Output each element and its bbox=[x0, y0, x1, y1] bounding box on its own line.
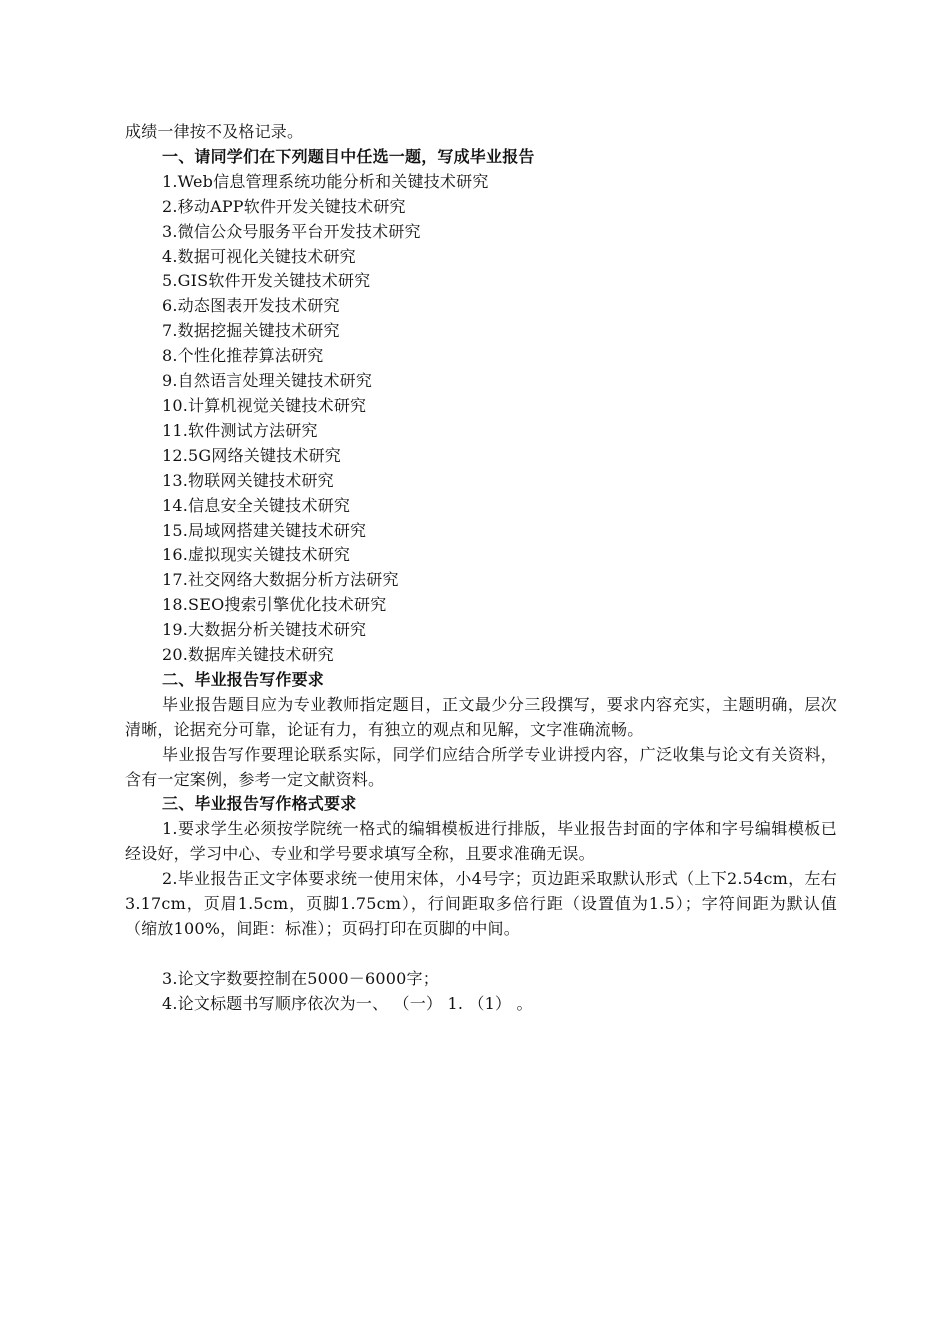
format-paragraph: 1.要求学生必须按学院统一格式的编辑模板进行排版，毕业报告封面的字体和字号编辑模板已经设好，学习中心、专业和学号要求填写全称，且要求准确无误。 bbox=[125, 819, 837, 864]
blank-line bbox=[125, 942, 837, 967]
list-item: 9.自然语言处理关键技术研究 bbox=[162, 371, 373, 391]
section-heading-format: 三、毕业报告写作格式要求 bbox=[162, 794, 357, 814]
requirements-paragraph: 毕业报告题目应为专业教师指定题目，正文最少分三段撰写，要求内容充实，主题明确，层次清晰，论据充分可靠，论证有力，有独立的观点和见解，文字准确流畅。 bbox=[125, 694, 837, 739]
section-heading-topics: 一、请同学们在下列题目中任选一题，写成毕业报告 bbox=[162, 146, 535, 166]
list-item: 20.数据库关键技术研究 bbox=[162, 645, 334, 665]
list-item: 15.局域网搭建关键技术研究 bbox=[162, 520, 367, 540]
format-item: 3.论文字数要控制在5000－6000字； bbox=[162, 968, 439, 988]
list-item: 6.动态图表开发技术研究 bbox=[162, 296, 340, 316]
list-item: 1.Web信息管理系统功能分析和关键技术研究 bbox=[162, 171, 489, 191]
list-item: 19.大数据分析关键技术研究 bbox=[162, 620, 367, 640]
list-item: 18.SEO搜索引擎优化技术研究 bbox=[162, 595, 387, 615]
list-item: 13.物联网关键技术研究 bbox=[162, 470, 334, 490]
list-item: 3.微信公众号服务平台开发技术研究 bbox=[162, 221, 421, 241]
topic-list bbox=[125, 170, 837, 668]
list-item: 14.信息安全关键技术研究 bbox=[162, 495, 351, 515]
list-item: 10.计算机视觉关键技术研究 bbox=[162, 395, 367, 415]
list-item: 5.GIS软件开发关键技术研究 bbox=[162, 271, 371, 291]
format-item: 4.论文标题书写顺序依次为一、 （一） 1. （1） 。 bbox=[162, 993, 533, 1013]
list-item: 12.5G网络关键技术研究 bbox=[162, 445, 342, 465]
list-item: 16.虚拟现实关键技术研究 bbox=[162, 545, 351, 565]
document-body bbox=[125, 120, 837, 1017]
requirements-paragraph: 毕业报告写作要理论联系实际，同学们应结合所学专业讲授内容，广泛收集与论文有关资料，含有一定案例，参考一定文献资料。 bbox=[125, 744, 837, 789]
list-item: 17.社交网络大数据分析方法研究 bbox=[162, 570, 399, 590]
intro-line: 成绩一律按不及格记录。 bbox=[125, 122, 304, 141]
section-heading-requirements: 二、毕业报告写作要求 bbox=[162, 669, 325, 689]
list-item: 8.个性化推荐算法研究 bbox=[162, 346, 324, 366]
format-paragraph: 2.毕业报告正文字体要求统一使用宋体，小4号字；页边距采取默认形式（上下2.54cm，左右3.17cm，页眉1.5cm，页脚1.75cm），行间距取多倍行距（设置值为1.5）；字符间距为默认值（缩放100%，间距：标准）；页码打印在页脚的中间。 bbox=[125, 869, 837, 938]
list-item: 2.移动APP软件开发关键技术研究 bbox=[162, 196, 406, 216]
list-item: 11.软件测试方法研究 bbox=[162, 420, 318, 440]
list-item: 7.数据挖掘关键技术研究 bbox=[162, 321, 340, 341]
list-item: 4.数据可视化关键技术研究 bbox=[162, 246, 356, 266]
